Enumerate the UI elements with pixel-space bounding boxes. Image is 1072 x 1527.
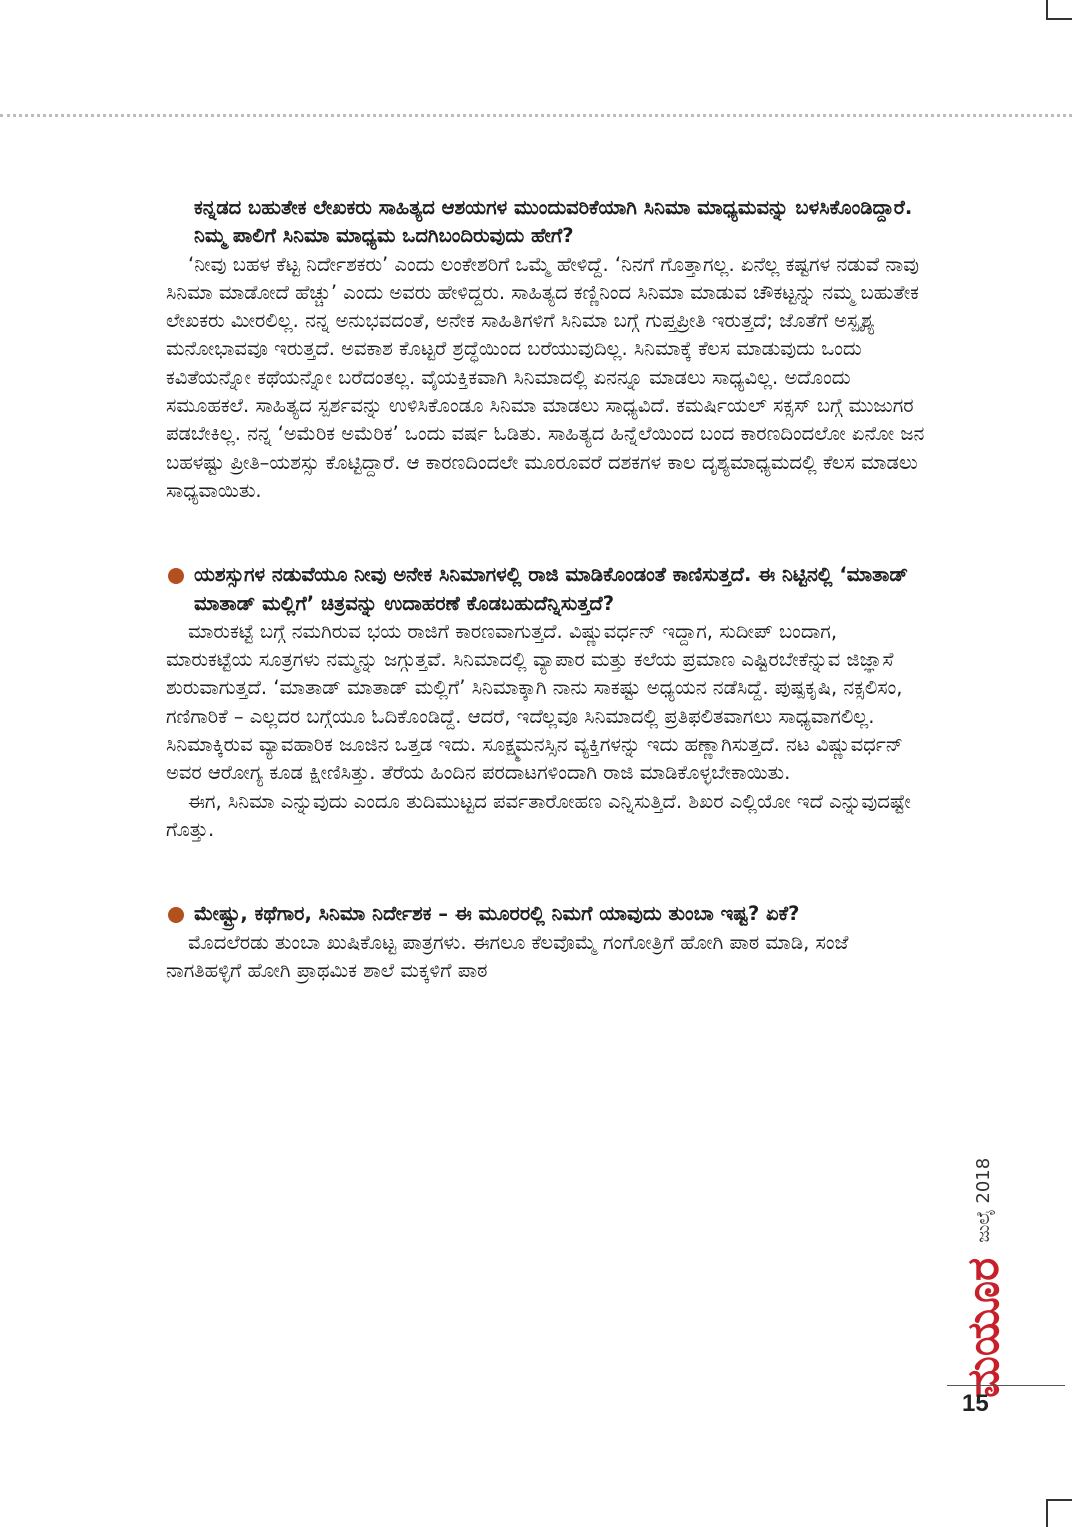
question-3: ಮೇಷ್ಟ್ರು, ಕಥೆಗಾರ, ಸಿನಿಮಾ ನಿರ್ದೇಶಕ – ಈ ಮೂರರಲ್ಲಿ ನಿಮಗೆ ಯಾವುದು ತುಂಬಾ ಇಷ್ಟ? ಏಕೆ? [166,900,926,928]
answer-3: ಮೊದಲೆರಡು ತುಂಬಾ ಖುಷಿಕೊಟ್ಟ ಪಾತ್ರಗಳು. ಈಗಲೂ ಕೆಲವೊಮ್ಮೆ ಗಂಗೋತ್ರಿಗೆ ಹೋಗಿ ಪಾಠ ಮಾಡಿ, ಸಂಜೆ ನಾಗತಿಹಳ್ಳಿಗೆ ಹೋಗಿ ಪ್ರಾಥಮಿಕ ಶಾಲೆ ಮಕ್ಕಳಿಗೆ ಪಾಠ [166,930,849,982]
page-number: 15 [962,1390,989,1417]
answer-2: ಮಾರುಕಟ್ಟೆ ಬಗ್ಗೆ ನಮಗಿರುವ ಭಯ ರಾಜಿಗೆ ಕಾರಣವಾಗುತ್ತದೆ. ವಿಷ್ಣುವರ್ಧನ್ ಇದ್ದಾಗ, ಸುದೀಪ್ ಬಂದಾಗ, ಮಾರುಕಟ್ಟೆಯ ಸೂತ್ರಗಳು ನಮ್ಮನ್ನು ಜಗ್ಗುತ್ತವೆ. ಸಿನಿಮಾದಲ್ಲಿ ವ್ಯಾಪಾರ ಮತ್ತು ಕಲೆಯ ಪ್ರಮಾಣ ಎಷ್ಟಿರಬೇಕೆನ್ನುವ ಜಿಜ್ಞಾಸೆ ಶುರುವಾಗುತ್ತದೆ. ‘ಮಾತಾಡ್ ಮಾತಾಡ್ ಮಲ್ಲಿಗೆ’ ಸಿನಿಮಾಕ್ಕಾಗಿ ನಾನು ಸಾಕಷ್ಟು ಅಧ್ಯಯನ ನಡೆಸಿದ್ದೆ. ಪುಷ್ಪಕೃಷಿ, ನಕ್ಸಲಿಸಂ, ಗಣಿಗಾರಿಕೆ – ಎಲ್ಲದರ ಬಗ್ಗೆಯೂ ಓದಿಕೊಂಡಿದ್ದೆ. ಆದರೆ, ಇದೆಲ್ಲವೂ ಸಿನಿಮಾದಲ್ಲಿ ಪ್ರತಿಫಲಿತವಾಗಲು ಸಾಧ್ಯವಾಗಲಿಲ್ಲ. ಸಿನಿಮಾಕ್ಕಿರುವ ವ್ಯಾವಹಾರಿಕ ಜೂಜಿನ ಒತ್ತಡ ಇದು. ಸೂಕ್ಷ್ಮಮನಸ್ಸಿನ ವ್ಯಕ್ತಿಗಳನ್ನು ಇದು ಹಣ್ಣಾಗಿಸುತ್ತದೆ. ನಟ ವಿಷ್ಣುವರ್ಧನ್ ಅವರ ಆರೋಗ್ಯ ಕೂಡ ಕ್ಷೀಣಿಸಿತ್ತು. ತೆರೆಯ ಹಿಂದಿನ ಪರದಾಟಗಳಿಂದಾಗಿ ರಾಜಿ ಮಾಡಿಕೊಳ್ಳಬೇಕಾಯಿತು. [166,619,903,785]
folio-rule [947,1385,1065,1386]
answer-2-continued: ಈಗ, ಸಿನಿಮಾ ಎನ್ನುವುದು ಎಂದೂ ತುದಿಮುಟ್ಟದ ಪರ್ವತಾರೋಹಣ ಎನ್ನಿಸುತ್ತಿದೆ. ಶಿಖರ ಎಲ್ಲಿಯೋ ಇದೆ ಎನ್ನುವುದಷ್ಟೇ ಗೊತ್ತು. [166,789,911,841]
section-gap [166,505,926,561]
answer-1: ‘ನೀವು ಬಹಳ ಕೆಟ್ಟ ನಿರ್ದೇಶಕರು’ ಎಂದು ಲಂಕೇಶರಿಗೆ ಒಮ್ಮೆ ಹೇಳಿದ್ದೆ. ‘ನಿನಗೆ ಗೊತ್ತಾಗಲ್ಲ. ಏನೆಲ್ಲ ಕಷ್ಟಗಳ ನಡುವೆ ನಾವು ಸಿನಿಮಾ ಮಾಡೋದೆ ಹೆಚ್ಚು’ ಎಂದು ಅವರು ಹೇಳಿದ್ದರು. ಸಾಹಿತ್ಯದ ಕಣ್ಣಿನಿಂದ ಸಿನಿಮಾ ಮಾಡುವ ಚೌಕಟ್ಟನ್ನು ನಮ್ಮ ಬಹುತೇಕ ಲೇಖಕರು ಮೀರಲಿಲ್ಲ. ನನ್ನ ಅನುಭವದಂತೆ, ಅನೇಕ ಸಾಹಿತಿಗಳಿಗೆ ಸಿನಿಮಾ ಬಗ್ಗೆ ಗುಪ್ತಪ್ರೀತಿ ಇರುತ್ತದೆ; ಜೊತೆಗೆ ಅಸ್ಪೃಶ್ಯ ಮನೋಭಾವವೂ ಇರುತ್ತದೆ. ಅವಕಾಶ ಕೊಟ್ಟರೆ ಶ್ರದ್ಧೆಯಿಂದ ಬರೆಯುವುದಿಲ್ಲ. ಸಿನಿಮಾಕ್ಕೆ ಕೆಲಸ ಮಾಡುವುದು ಒಂದು ಕವಿತೆಯನ್ನೋ ಕಥೆಯನ್ನೋ ಬರೆದಂತಲ್ಲ. ವೈಯಕ್ತಿಕವಾಗಿ ಸಿನಿಮಾದಲ್ಲಿ ಏನನ್ನೂ ಮಾಡಲು ಸಾಧ್ಯವಿಲ್ಲ. ಅದೊಂದು ಸಮೂಹಕಲೆ. ಸಾಹಿತ್ಯದ ಸ್ಪರ್ಶವನ್ನು ಉಳಿಸಿಕೊಂಡೂ ಸಿನಿಮಾ ಮಾಡಲು ಸಾಧ್ಯವಿದೆ. ಕಮರ್ಷಿಯಲ್ ಸಕ್ಸಸ್ ಬಗ್ಗೆ ಮುಜುಗರ ಪಡಬೇಕಿಲ್ಲ. ನನ್ನ ‘ಅಮೆರಿಕ ಅಮೆರಿಕ’ ಒಂದು ವರ್ಷ ಓಡಿತು. ಸಾಹಿತ್ಯದ ಹಿನ್ನೆಲೆಯಿಂದ ಬಂದ ಕಾರಣದಿಂದಲೋ ಏನೋ ಜನ ಬಹಳಷ್ಟು ಪ್ರೀತಿ–ಯಶಸ್ಸು ಕೊಟ್ಟಿದ್ದಾರೆ. ಆ ಕಾರಣದಿಂದಲೇ ಮೂರೂವರೆ ದಶಕಗಳ ಕಾಲ ದೃಶ್ಯಮಾಧ್ಯಮದಲ್ಲಿ ಕೆಲಸ ಮಾಡಲು ಸಾಧ್ಯವಾಯಿತು. [166,252,925,502]
article-body [166,194,926,985]
question-1: ಕನ್ನಡದ ಬಹುತೇಕ ಲೇಖಕರು ಸಾಹಿತ್ಯದ ಆಶಯಗಳ ಮುಂದುವರಿಕೆಯಾಗಿ ಸಿನಿಮಾ ಮಾಧ್ಯಮವನ್ನು ಬಳಸಿಕೊಂಡಿದ್ದಾರೆ. ನಿಮ್ಮ ಪಾಲಿಗೆ ಸಿನಿಮಾ ಮಾಧ್ಯಮ ಒದಗಿಬಂದಿರುವುದು ಹೇಗೆ? [194,196,913,248]
side-masthead [958,1157,1072,1398]
magazine-logo: ಮಯೂರ [958,1257,1009,1398]
question-2: ಯಶಸ್ಸುಗಳ ನಡುವೆಯೂ ನೀವು ಅನೇಕ ಸಿನಿಮಾಗಳಲ್ಲಿ ರಾಜಿ ಮಾಡಿಕೊಂಡಂತೆ ಕಾಣಿಸುತ್ತದೆ. ಈ ನಿಟ್ಟಿನಲ್ಲಿ ‘ಮಾತಾಡ್ ಮಾತಾಡ್ ಮಲ್ಲಿಗೆ’ ಚಿತ್ರವನ್ನು ಉದಾಹರಣೆ ಕೊಡಬಹುದೆನ್ನಿಸುತ್ತದೆ? [166,561,926,618]
crop-mark-top [1046,0,1072,20]
header-dotted-rule [0,114,1072,117]
crop-mark-bottom [1046,1499,1072,1527]
section-gap [166,844,926,900]
issue-date: ಜುಲೈ 2018 [973,1157,994,1243]
